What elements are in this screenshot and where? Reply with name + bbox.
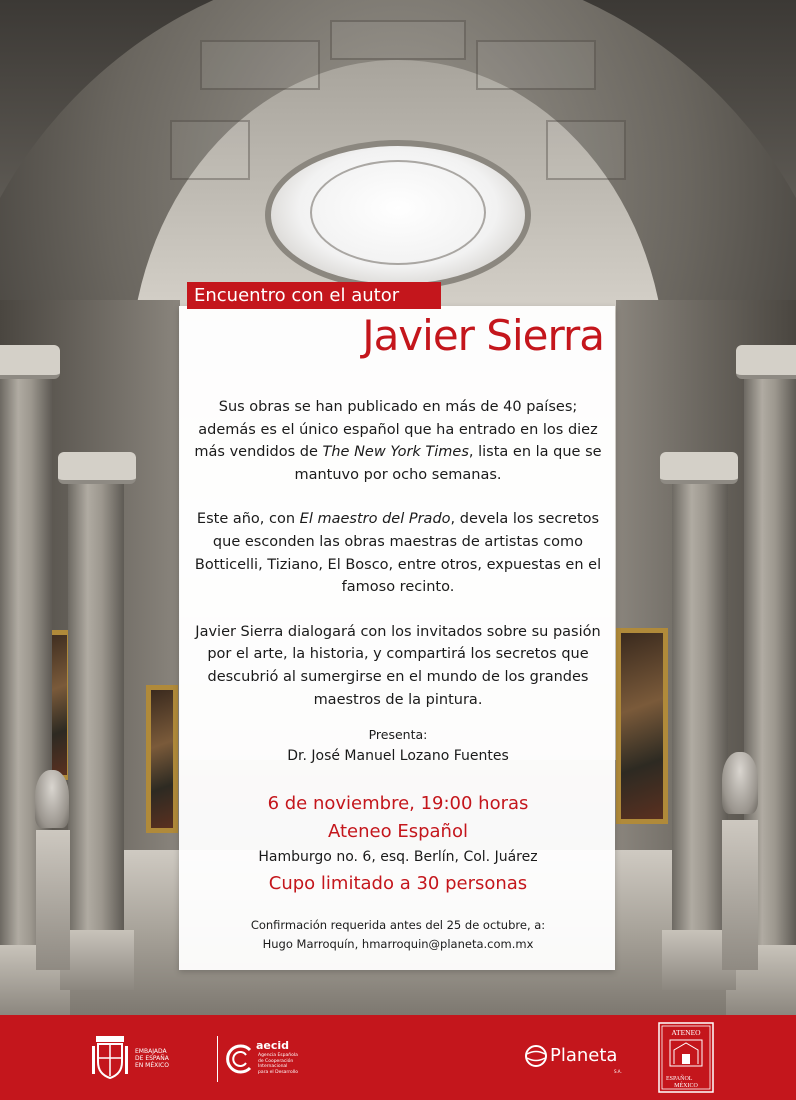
svg-text:ATENEO: ATENEO	[671, 1028, 701, 1037]
event-description	[190, 396, 606, 733]
ceiling-coffer	[170, 120, 250, 180]
ceiling-coffer	[476, 40, 596, 90]
description-paragraph: Javier Sierra dialogará con los invitados sobre su pasión por el arte, la historia, y compartirá los secretos que descubrió al sumergirse en el mundo de los grandes maestros de la pintura.	[195, 623, 601, 708]
embassy-label	[135, 1048, 217, 1069]
event-date: 6 de noviembre, 19:00 horas	[267, 793, 529, 814]
logo-divider	[217, 1036, 218, 1082]
book-title: El maestro del Prado	[299, 511, 451, 528]
aecid-subtitle-line: Internacional	[258, 1064, 288, 1069]
author-name: Javier Sierra	[362, 311, 604, 360]
description-paragraph	[190, 508, 606, 598]
painting	[146, 685, 178, 833]
event-kicker: Encuentro con el autor	[187, 282, 441, 309]
ceiling-coffer	[546, 120, 626, 180]
svg-text:MÉXICO: MÉXICO	[674, 1083, 698, 1089]
rsvp-deadline: Confirmación requerida antes del 25 de octubre, a:	[250, 918, 546, 932]
painting	[616, 628, 668, 824]
embassy-line: EN MÉXICO	[135, 1062, 169, 1069]
planeta-wordmark: Planeta	[550, 1045, 618, 1066]
spain-coat-of-arms-icon	[92, 1032, 128, 1082]
rsvp-contact: Hugo Marroquín, hmarroquin@planeta.com.mx	[262, 937, 534, 951]
bust-pedestal	[36, 830, 70, 970]
ceiling-coffer	[330, 20, 466, 60]
event-venue: Ateneo Español	[328, 821, 468, 842]
column-capital	[58, 452, 136, 484]
column	[68, 480, 124, 950]
column-capital	[0, 345, 60, 379]
skylight-ring	[310, 160, 486, 265]
planeta-sa: S.A.	[614, 1069, 622, 1074]
text-span: Sus obras se han publicado en más de 40 países; además es el único español que ha entrado en los diez más vendidos de	[194, 399, 598, 461]
rsvp-info	[190, 916, 606, 954]
text-span: , devela los secretos que esconden las obras maestras de artistas como Botticelli, Tiziano, El Bosco, entre otros, expuestas en el famoso recinto.	[194, 511, 602, 596]
marble-bust	[35, 770, 69, 828]
column-capital	[736, 345, 796, 379]
embassy-line: EMBAJADA	[135, 1048, 167, 1055]
aecid-subtitle-line: para el Desarrollo	[258, 1069, 298, 1075]
text-span: , lista en la que se mantuvo por ocho semanas.	[294, 444, 602, 483]
aecid-subtitle-line: Agencia Española	[258, 1053, 298, 1058]
ateneo-espanol-logo	[658, 1022, 714, 1093]
bust-pedestal	[722, 820, 758, 970]
svg-text:ESPAÑOL: ESPAÑOL	[666, 1076, 693, 1082]
aecid-logo-icon	[224, 1042, 258, 1076]
capacity-notice: Cupo limitado a 30 personas	[268, 873, 528, 894]
text-span: Este año, con	[196, 511, 300, 528]
description-paragraph	[190, 396, 606, 486]
ceiling-coffer	[200, 40, 320, 90]
column	[672, 480, 728, 950]
planeta-globe-icon	[525, 1045, 547, 1067]
presenta-label: Presenta:	[368, 727, 428, 742]
marble-bust	[722, 752, 758, 814]
column-capital	[660, 452, 738, 484]
aecid-wordmark: aecid	[256, 1039, 290, 1052]
embassy-line: DE ESPAÑA	[135, 1055, 169, 1062]
venue-address: Hamburgo no. 6, esq. Berlín, Col. Juárez	[258, 849, 538, 865]
column-base	[60, 930, 134, 990]
aecid-subtitle-line: de Cooperación	[258, 1058, 294, 1064]
presenter-name: Dr. José Manuel Lozano Fuentes	[287, 748, 509, 764]
aecid-subtitle	[258, 1053, 308, 1075]
newspaper-title: The New York Times	[322, 444, 469, 461]
